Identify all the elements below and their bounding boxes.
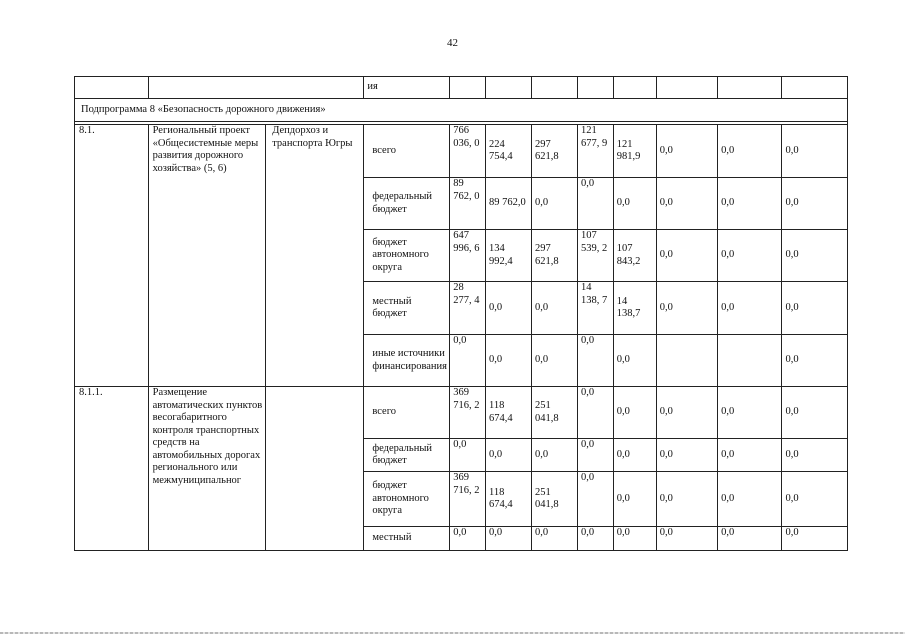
amount-cell: [656, 335, 717, 387]
amount-cell: 0,0: [613, 335, 656, 387]
funding-source: всего: [364, 125, 450, 178]
amount-cell: 0,0: [718, 439, 782, 472]
header-name-cell: [148, 77, 364, 99]
amount-cell: 0,0: [656, 125, 717, 178]
amount-cell: 28 277, 4: [450, 282, 486, 335]
amount-cell: 0,0: [782, 335, 848, 387]
amount-cell: 89 762, 0: [450, 178, 486, 230]
amount-cell: 224 754,4: [486, 125, 532, 178]
amount-cell: 369 716, 2: [450, 472, 486, 527]
funding-source: местный: [364, 527, 450, 551]
page-number: 42: [447, 37, 458, 49]
table-header-row: [75, 77, 848, 99]
amount-cell: 0,0: [578, 527, 614, 551]
amount-cell: 118 674,4: [486, 472, 532, 527]
amount-cell: 89 762,0: [486, 178, 532, 230]
amount-cell: 0,0: [578, 335, 614, 387]
header-value-cell: [656, 77, 717, 99]
amount-cell: 121 981,9: [613, 125, 656, 178]
amount-cell: 0,0: [450, 439, 486, 472]
amount-cell: 0,0: [613, 439, 656, 472]
funding-source: всего: [364, 387, 450, 439]
amount-cell: 251 041,8: [532, 472, 578, 527]
amount-cell: 0,0: [656, 439, 717, 472]
amount-cell: 369 716, 2: [450, 387, 486, 439]
amount-cell: 0,0: [613, 527, 656, 551]
amount-cell: 0,0: [532, 282, 578, 335]
amount-cell: 0,0: [486, 282, 532, 335]
amount-cell: 297 621,8: [532, 230, 578, 282]
funding-source: бюджет автономного округа: [364, 472, 450, 527]
header-source-cell: ия: [364, 77, 450, 99]
amount-cell: 297 621,8: [532, 125, 578, 178]
funding-source: местный бюджет: [364, 282, 450, 335]
amount-cell: 0,0: [486, 439, 532, 472]
amount-cell: 0,0: [613, 387, 656, 439]
item-code: 8.1.: [75, 125, 149, 387]
amount-cell: 14 138, 7: [578, 282, 614, 335]
amount-cell: 107 539, 2: [578, 230, 614, 282]
amount-cell: 0,0: [578, 439, 614, 472]
amount-cell: 0,0: [656, 527, 717, 551]
header-code-cell: [75, 77, 149, 99]
amount-cell: 0,0: [656, 178, 717, 230]
subprogram-title: Подпрограмма 8 «Безопасность дорожного движения»: [75, 99, 848, 122]
amount-cell: 0,0: [782, 387, 848, 439]
amount-cell: 0,0: [613, 178, 656, 230]
amount-cell: 251 041,8: [532, 387, 578, 439]
item-code: 8.1.1.: [75, 387, 149, 551]
amount-cell: 0,0: [782, 439, 848, 472]
item-executor: Депдорхоз и транспорта Югры: [266, 125, 364, 387]
header-value-cell: [532, 77, 578, 99]
header-value-cell: [718, 77, 782, 99]
amount-cell: 0,0: [718, 527, 782, 551]
financing-table: [74, 76, 848, 551]
funding-source: бюджет автономного округа: [364, 230, 450, 282]
amount-cell: 0,0: [718, 472, 782, 527]
amount-cell: 0,0: [532, 527, 578, 551]
amount-cell: 647 996, 6: [450, 230, 486, 282]
amount-cell: 0,0: [578, 178, 614, 230]
amount-cell: 134 992,4: [486, 230, 532, 282]
amount-cell: 0,0: [718, 230, 782, 282]
amount-cell: 0,0: [450, 527, 486, 551]
amount-cell: 0,0: [656, 387, 717, 439]
amount-cell: 118 674,4: [486, 387, 532, 439]
table-row: [75, 387, 848, 439]
header-value-cell: [578, 77, 614, 99]
subprogram-row: [75, 99, 848, 122]
amount-cell: 0,0: [613, 472, 656, 527]
amount-cell: 0,0: [782, 230, 848, 282]
funding-source: иные источники финансирования: [364, 335, 450, 387]
item-executor: [266, 387, 364, 551]
amount-cell: 0,0: [578, 387, 614, 439]
header-value-cell: [450, 77, 486, 99]
amount-cell: 0,0: [718, 282, 782, 335]
funding-source: федеральный бюджет: [364, 178, 450, 230]
amount-cell: 0,0: [532, 335, 578, 387]
amount-cell: 0,0: [656, 230, 717, 282]
amount-cell: 0,0: [532, 178, 578, 230]
amount-cell: 0,0: [656, 472, 717, 527]
header-value-cell: [782, 77, 848, 99]
header-value-cell: [613, 77, 656, 99]
amount-cell: 0,0: [782, 125, 848, 178]
amount-cell: 0,0: [782, 527, 848, 551]
amount-cell: 14 138,7: [613, 282, 656, 335]
amount-cell: 0,0: [782, 472, 848, 527]
amount-cell: 0,0: [718, 125, 782, 178]
amount-cell: 0,0: [486, 527, 532, 551]
item-name: Размещение автоматических пунктов весогабаритного контроля транспортных средств на автомобильных дорогах регионального или межмуниципальног: [148, 387, 266, 551]
amount-cell: 0,0: [782, 282, 848, 335]
amount-cell: [718, 335, 782, 387]
scan-edge-mark: [0, 632, 905, 634]
amount-cell: 121 677, 9: [578, 125, 614, 178]
amount-cell: 0,0: [450, 335, 486, 387]
amount-cell: 0,0: [718, 178, 782, 230]
header-value-cell: [486, 77, 532, 99]
amount-cell: 766 036, 0: [450, 125, 486, 178]
amount-cell: 0,0: [578, 472, 614, 527]
amount-cell: 0,0: [532, 439, 578, 472]
amount-cell: 0,0: [656, 282, 717, 335]
amount-cell: 0,0: [782, 178, 848, 230]
funding-source: федеральный бюджет: [364, 439, 450, 472]
amount-cell: 107 843,2: [613, 230, 656, 282]
amount-cell: 0,0: [718, 387, 782, 439]
table-row: [75, 125, 848, 178]
amount-cell: 0,0: [486, 335, 532, 387]
item-name: Региональный проект «Общесистемные меры развития дорожного хозяйства» (5, 6): [148, 125, 266, 387]
